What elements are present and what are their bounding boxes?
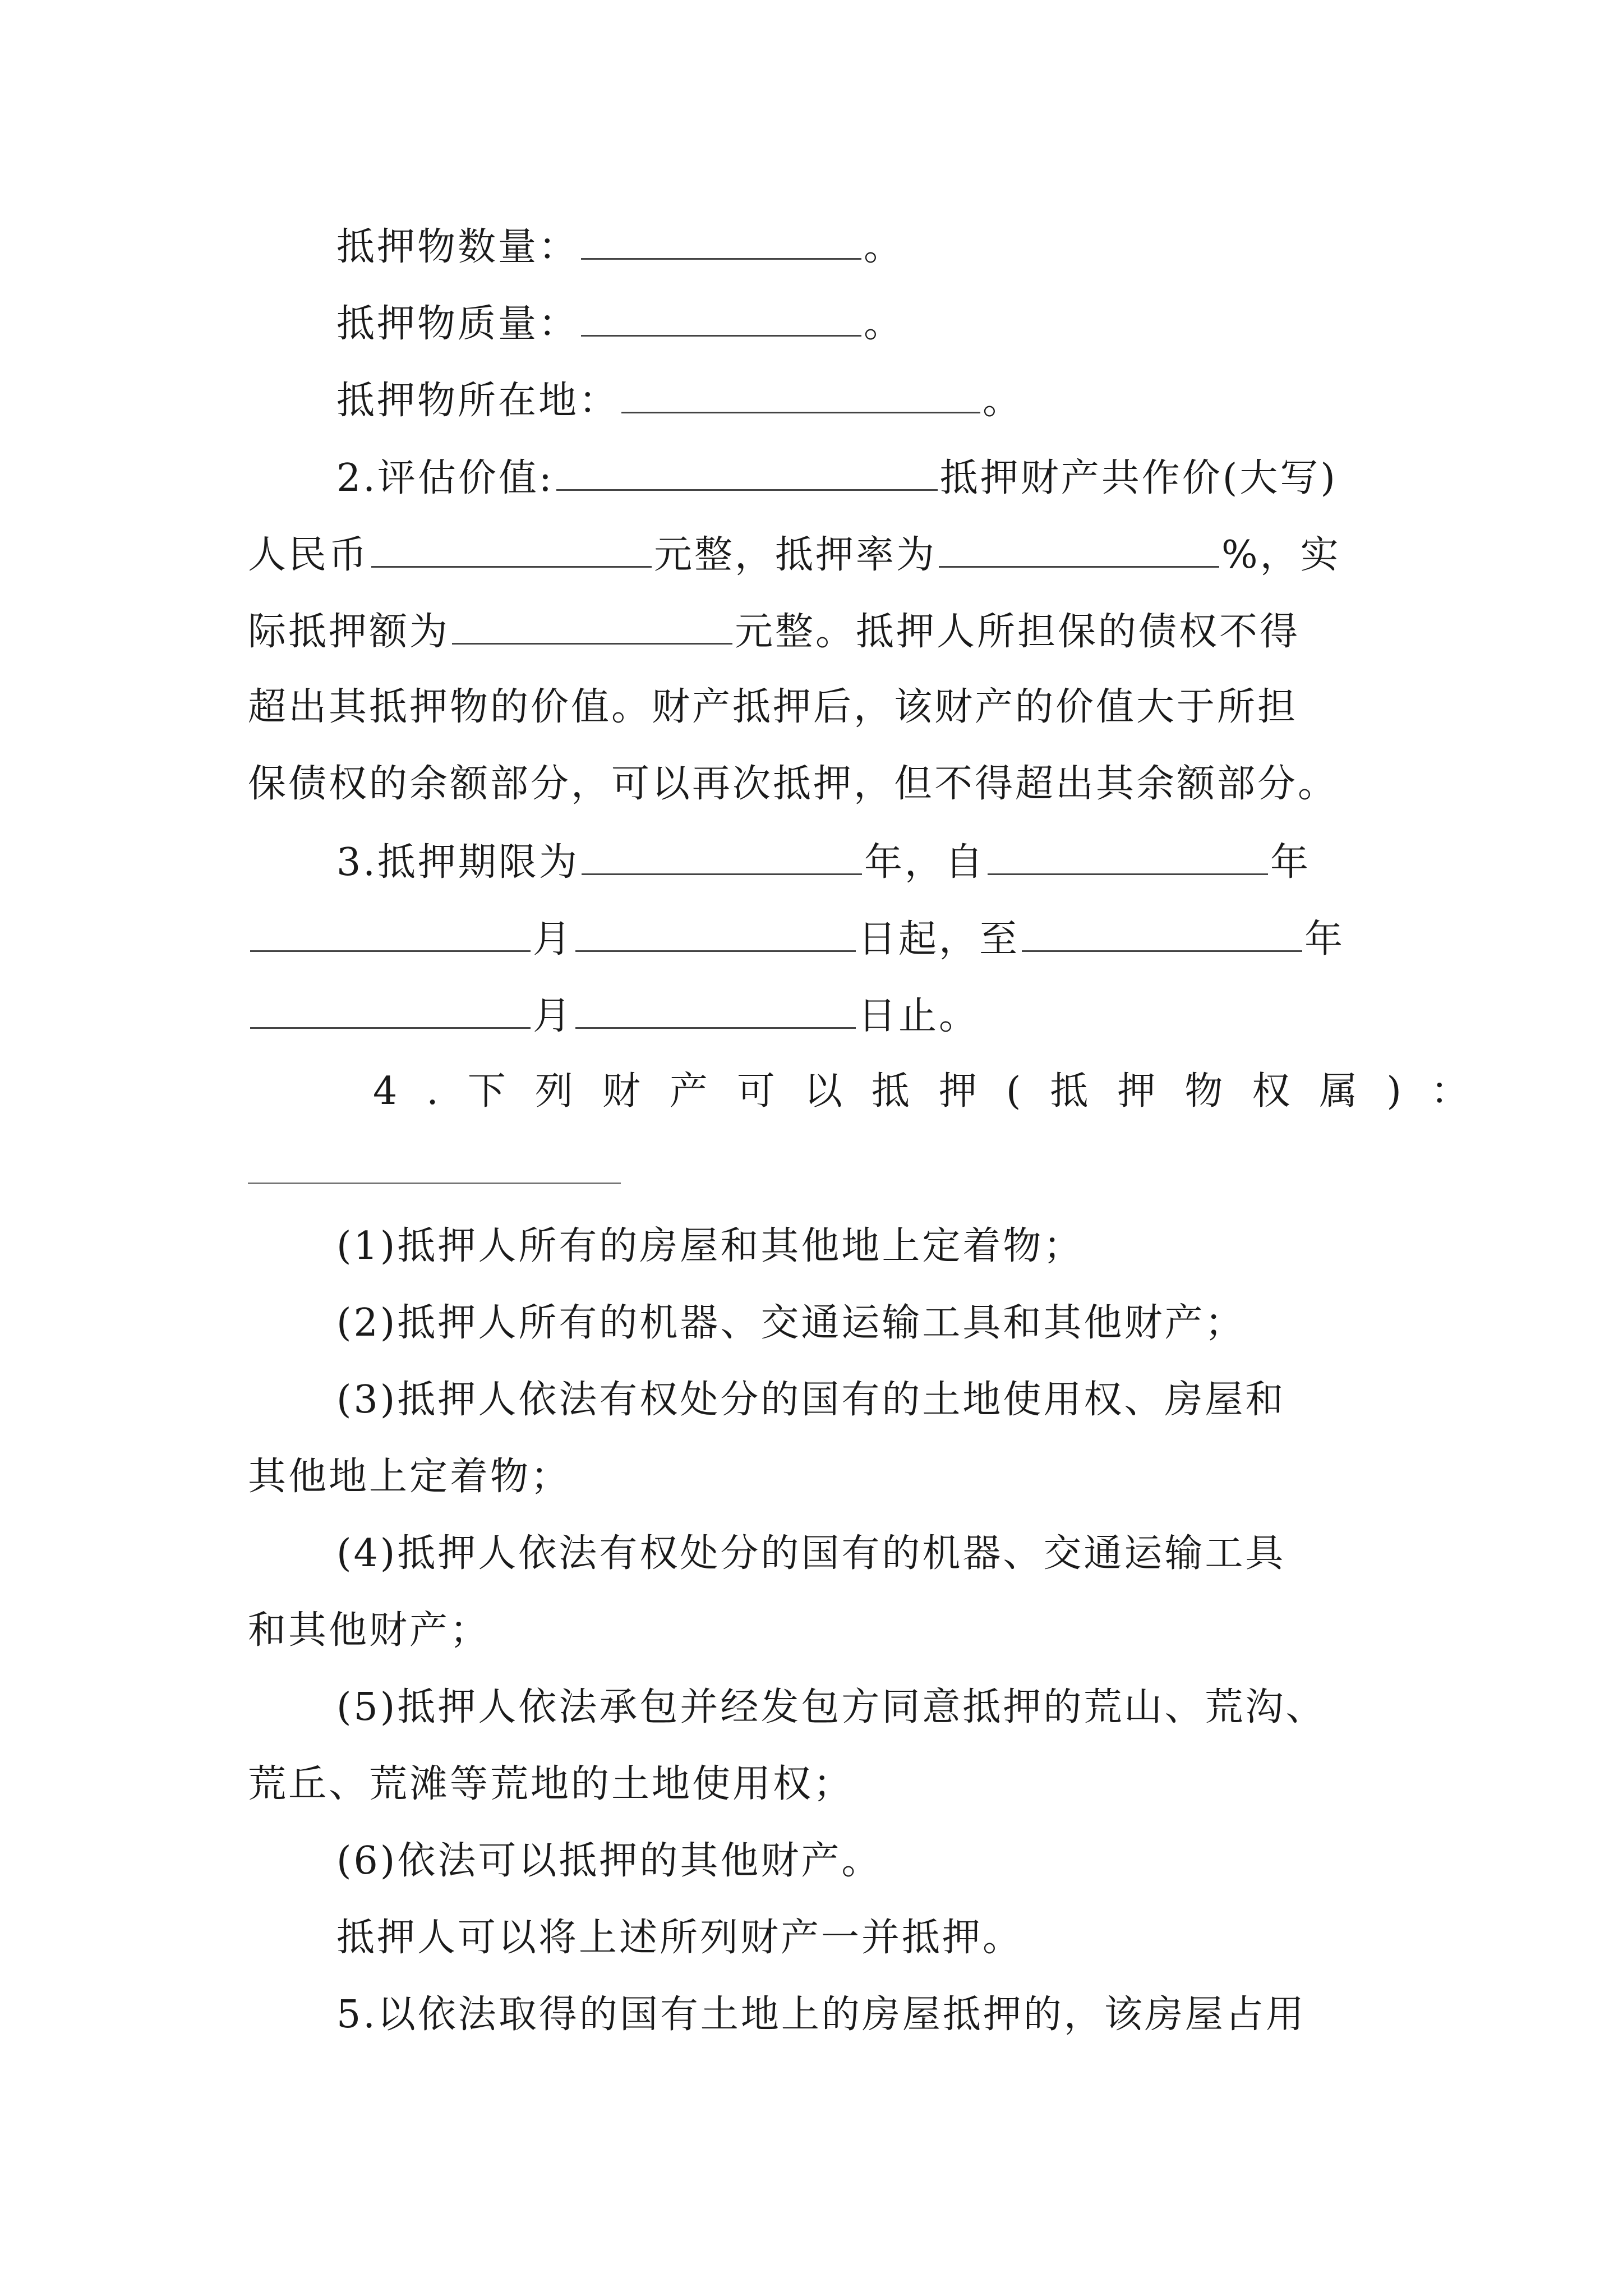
term-from-text: 年，自 (864, 840, 985, 885)
end-year-blank[interactable] (1022, 915, 1302, 952)
section5-line-1 (336, 1993, 1306, 2037)
property-heading (373, 1069, 1498, 1114)
valuation-text-5: 保债权的余额部分，可以再次抵押，但不得超出其余额部分。 (248, 762, 1339, 806)
end-day-blank[interactable] (575, 992, 856, 1029)
valuation-line-4 (248, 685, 1298, 730)
term-line-2 (248, 915, 1345, 962)
valuation-line-2 (248, 531, 1341, 578)
valuation-label: 2.评估价值: (336, 456, 554, 500)
term-years-blank[interactable] (582, 839, 862, 875)
valuation-blank[interactable] (556, 454, 938, 491)
property-item-4 (336, 1531, 1285, 1576)
property-item-text: (5)抵押人依法承包并经发包方同意抵押的荒山、荒沟、 (336, 1685, 1326, 1729)
mortgage-quality-line (336, 300, 904, 347)
property-item-text: 和其他财产； (248, 1608, 491, 1653)
mortgage-quantity-label: 抵押物数量： (336, 225, 579, 269)
term-label: 3.抵押期限为 (336, 840, 579, 885)
property-item-text: (6)依法可以抵押的其他财产。 (336, 1839, 882, 1883)
property-item-5 (336, 1685, 1326, 1730)
property-combined-note (336, 1916, 1023, 1961)
period-mark: 。 (864, 302, 905, 346)
valuation-text-3: 元整。抵押人所担保的债权不得 (735, 610, 1301, 654)
mortgage-rate-blank[interactable] (939, 531, 1219, 568)
rmb-label: 人民币 (248, 533, 370, 577)
mortgage-rate-text: 元整，抵押率为 (654, 533, 937, 577)
period-mark: 。 (864, 225, 905, 269)
valuation-line-1 (336, 454, 1338, 501)
rmb-amount-blank[interactable] (371, 531, 652, 568)
term-line-3 (248, 992, 979, 1039)
mortgage-quality-blank[interactable] (581, 300, 861, 337)
start-year-blank[interactable] (988, 839, 1268, 875)
start-month-blank[interactable] (250, 915, 531, 952)
month-text: 月 (533, 994, 574, 1038)
property-item-5-cont (248, 1762, 854, 1807)
valuation-line-3 (248, 608, 1300, 655)
property-item-text: (1)抵押人所有的房屋和其他地上定着物； (336, 1224, 1084, 1268)
property-item-3-cont (248, 1455, 571, 1499)
property-ownership-blank[interactable] (248, 1182, 621, 1184)
mortgage-quantity-line (336, 223, 904, 270)
property-item-text: (2)抵押人所有的机器、交通运输工具和其他财产； (336, 1301, 1246, 1345)
percent-text: %，实 (1221, 533, 1341, 577)
property-item-text: (3)抵押人依法有权处分的国有的土地使用权、房屋和 (336, 1378, 1286, 1422)
property-item-4-cont (248, 1608, 490, 1653)
property-item-text: 抵押人可以将上述所列财产一并抵押。 (336, 1916, 1023, 1960)
valuation-text-4: 超出其抵押物的价值。财产抵押后，该财产的价值大于所担 (248, 685, 1298, 729)
mortgage-location-line (336, 377, 1023, 424)
property-heading-text: 4.下列财产可以抵押(抵押物权属)： (373, 1069, 1498, 1114)
mortgage-location-label: 抵押物所在地： (336, 379, 620, 423)
year-text: 年 (1304, 917, 1345, 961)
property-item-text: 其他地上定着物； (248, 1455, 571, 1499)
term-line-1 (336, 839, 1311, 885)
end-text: 日止。 (858, 994, 980, 1038)
month-text: 月 (533, 917, 574, 961)
valuation-total-text: 抵押财产共作价(大写) (939, 456, 1338, 500)
actual-amount-label: 际抵押额为 (248, 610, 450, 654)
section5-text: 5.以依法取得的国有土地上的房屋抵押的，该房屋占用 (336, 1993, 1306, 2037)
property-item-1 (336, 1224, 1083, 1269)
start-day-blank[interactable] (575, 915, 856, 952)
start-to-text: 日起，至 (858, 917, 1020, 961)
property-item-text: (4)抵押人依法有权处分的国有的机器、交通运输工具 (336, 1531, 1286, 1576)
actual-amount-blank[interactable] (452, 608, 732, 645)
mortgage-quality-label: 抵押物质量： (336, 302, 579, 346)
property-item-2 (336, 1301, 1245, 1346)
mortgage-quantity-blank[interactable] (581, 223, 861, 260)
period-mark: 。 (983, 379, 1023, 423)
year-text: 年 (1270, 840, 1311, 885)
property-item-text: 荒丘、荒滩等荒地的土地使用权； (248, 1762, 854, 1806)
valuation-line-5 (248, 762, 1338, 807)
property-item-6 (336, 1839, 882, 1884)
mortgage-location-blank[interactable] (621, 377, 980, 413)
end-month-blank[interactable] (250, 992, 531, 1029)
property-item-3 (336, 1378, 1285, 1423)
